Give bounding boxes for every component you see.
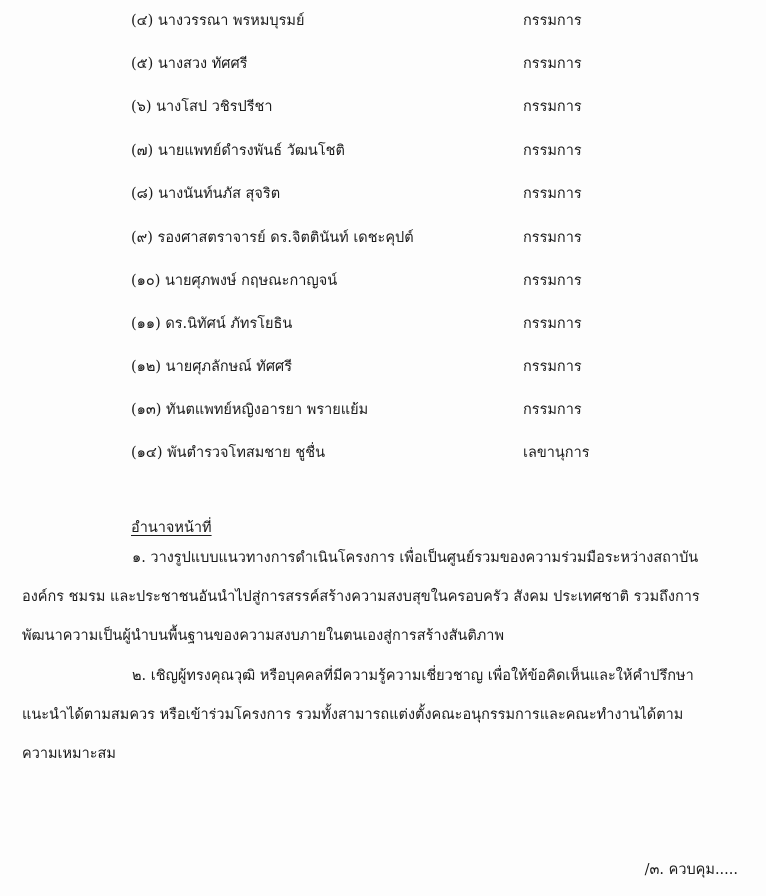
paragraph-line: แนะนำได้ตามสมควร หรือเข้าร่วมโครงการ รวมทั้งสามารถแต่งตั้งคณะอนุกรรมการและคณะทำงานได้ตาม bbox=[22, 707, 684, 723]
member-name: (๗) นายแพทย์ดำรงพันธ์ วัฒนโชติ bbox=[131, 143, 345, 159]
member-role: กรรมการ bbox=[523, 56, 582, 72]
member-row bbox=[131, 93, 731, 121]
member-row bbox=[131, 353, 731, 381]
member-role: กรรมการ bbox=[523, 186, 582, 202]
member-role: กรรมการ bbox=[523, 99, 582, 115]
member-row bbox=[131, 7, 731, 35]
member-name: (๑๔) พันตำรวจโทสมชาย ชูชื่น bbox=[131, 445, 325, 461]
member-role: กรรมการ bbox=[523, 143, 582, 159]
member-name: (๕) นางสวง ทัศศรี bbox=[131, 56, 248, 72]
paragraph-line: ๒. เชิญผู้ทรงคุณวุฒิ หรือบุคคลที่มีความรู้ความเชี่ยวชาญ เพื่อให้ข้อคิดเห็นและให้คำปรึกษา bbox=[132, 668, 694, 684]
member-name: (๑๑) ดร.นิทัศน์ ภัทรโยธิน bbox=[131, 316, 293, 332]
member-row bbox=[131, 439, 731, 467]
paragraph-line: ความเหมาะสม bbox=[22, 746, 116, 762]
member-role: กรรมการ bbox=[523, 402, 582, 418]
member-row bbox=[131, 50, 731, 78]
member-role: เลขานุการ bbox=[523, 445, 590, 461]
member-row bbox=[131, 137, 731, 165]
member-name: (๑๓) ทันตแพทย์หญิงอารยา พรายแย้ม bbox=[131, 402, 369, 418]
member-row bbox=[131, 267, 731, 295]
page-continuation-ref: /๓. ควบคุม..... bbox=[644, 862, 738, 878]
member-name: (๑๒) นายศุภลักษณ์ ทัศศรี bbox=[131, 359, 293, 375]
member-role: กรรมการ bbox=[523, 273, 582, 289]
paragraph-line: องค์กร ชมรม และประชาชนอันนำไปสู่การสรรค์สร้างความสงบสุขในครอบครัว สังคม ประเทศชาติ รวมถึงการ bbox=[22, 589, 700, 605]
duties-heading: อำนาจหน้าที่ bbox=[131, 520, 212, 536]
member-name: (๑๐) นายศุภพงษ์ กฤษณะกาญจน์ bbox=[131, 273, 338, 289]
member-name: (๙) รองศาสตราจารย์ ดร.จิตตินันท์ เดชะคุปต์ bbox=[131, 230, 414, 246]
member-name: (๔) นางวรรณา พรหมบุรมย์ bbox=[131, 13, 305, 29]
member-row bbox=[131, 396, 731, 424]
paragraph-line: ๑. วางรูปแบบแนวทางการดำเนินโครงการ เพื่อเป็นศูนย์รวมของความร่วมมือระหว่างสถาบัน bbox=[132, 550, 699, 566]
member-row bbox=[131, 224, 731, 252]
member-name: (๖) นางโสป วชิรปรีชา bbox=[131, 99, 273, 115]
paragraph-line: พัฒนาความเป็นผู้นำบนพื้นฐานของความสงบภายในตนเองสู่การสร้างสันติภาพ bbox=[22, 628, 505, 644]
duty-paragraph-2 bbox=[22, 657, 752, 774]
duty-paragraph-1 bbox=[22, 539, 752, 656]
member-name: (๘) นางนันท์นภัส สุจริต bbox=[131, 186, 281, 202]
member-role: กรรมการ bbox=[523, 13, 582, 29]
member-row bbox=[131, 180, 731, 208]
member-row bbox=[131, 310, 731, 338]
member-role: กรรมการ bbox=[523, 359, 582, 375]
member-role: กรรมการ bbox=[523, 316, 582, 332]
member-role: กรรมการ bbox=[523, 230, 582, 246]
